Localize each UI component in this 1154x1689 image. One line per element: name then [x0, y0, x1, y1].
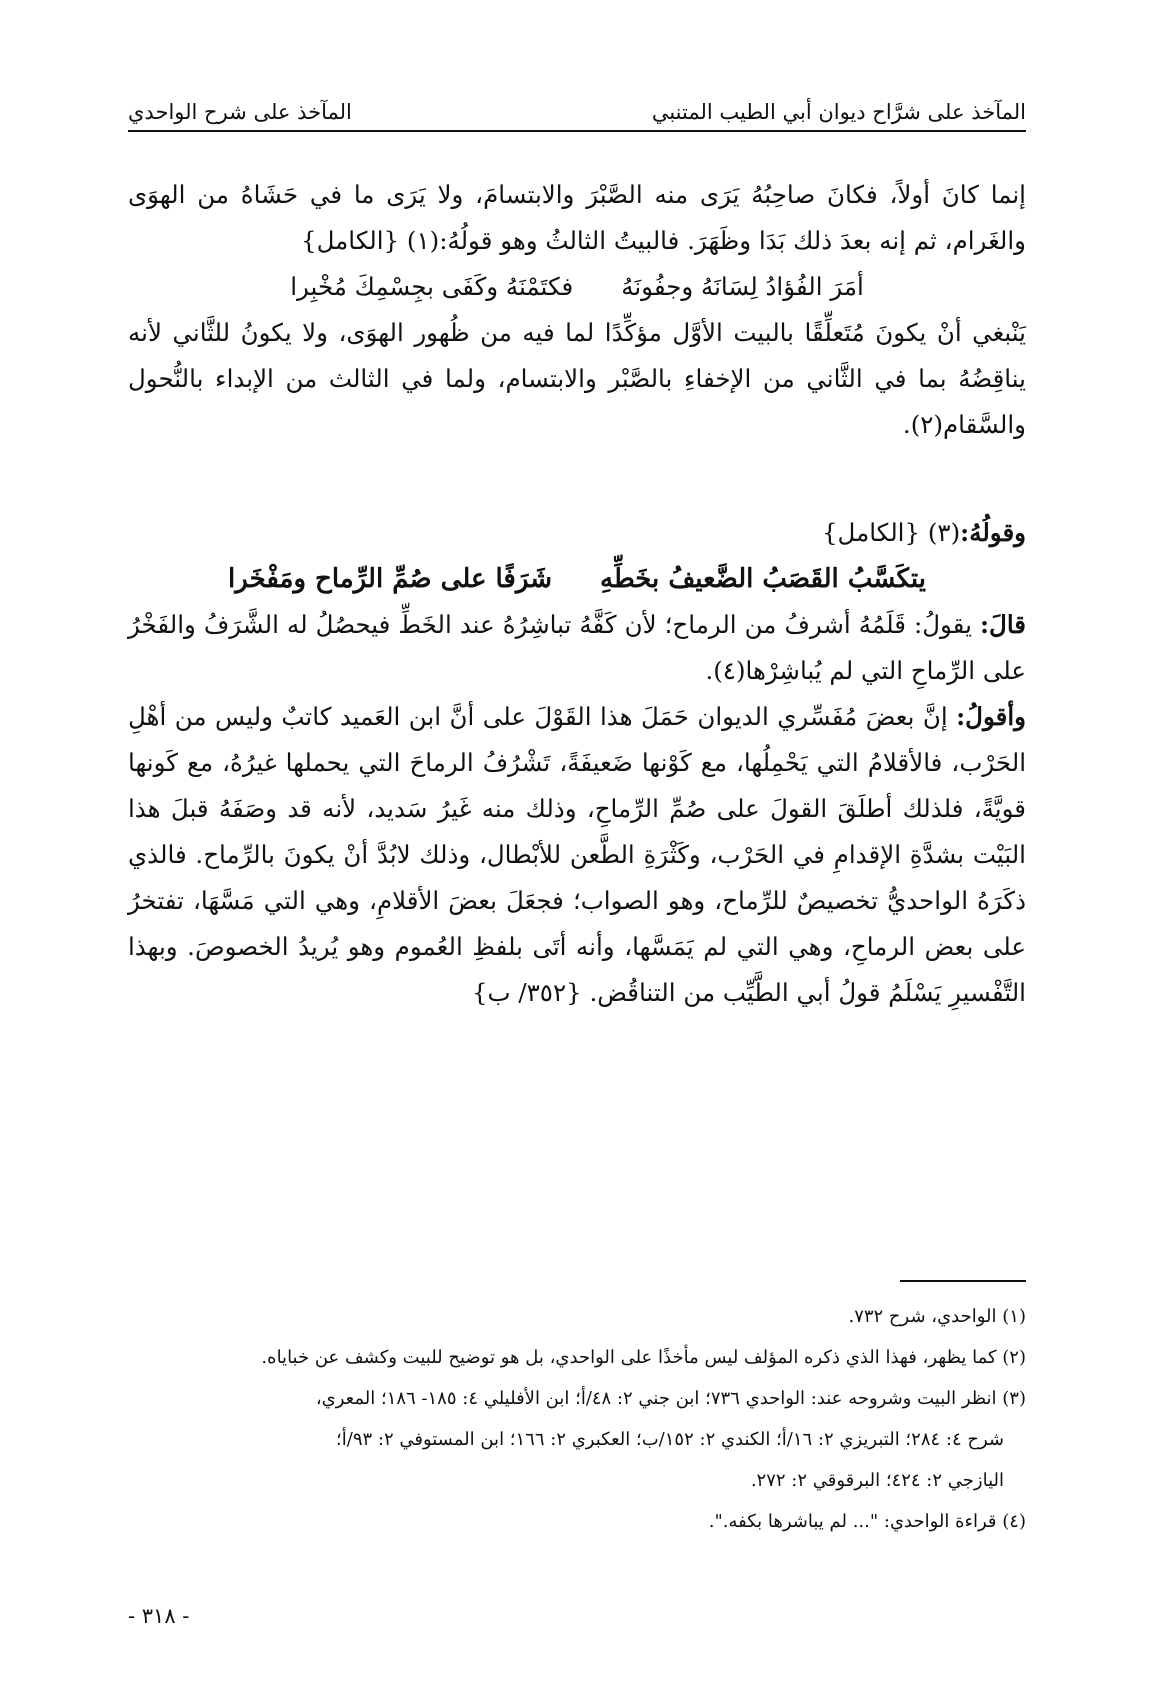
- paragraph-5-text: إنَّ بعضَ مُفَسِّري الديوان حَمَلَ هذا القَوْلَ على أنَّ ابن العَميد كاتبٌ وليس من أهْلِ الحَرْب، فالأقلامُ التي يَحْمِلُها، مع كَوْنها ضَعيفَةً، تَشْرُفُ الرماحَ التي يحملها غيرُهُ، مع كَونها قويَّةً، فلذلك أطلَقَ القولَ على صُمِّ الرِّماحِ، وذلك منه غَيرُ سَديد، لأنه قد وصَفَهُ قبلَ هذا البَيْت بشدَّةِ الإقدامِ في الحَرْب، وكَثْرَةِ الطَّعن للأبْطال، وذلك لابُدَّ أنْ يكونَ بالرِّماح. فالذي ذكَرَهُ الواحديُّ تخصيصٌ للرِّماح، وهو الصواب؛ فجعَلَ بعضَ الأقلامِ، وهي التي مَسَّهَا، تفتخرُ على بعض الرماحِ، وهي التي لم يَمَسَّها، وأنه أتَى بلفظِ العُموم وهو يُريدُ الخصوصَ. وبهذا التَّفْسيرِ يَسْلَمُ قولُ أبي الطَّيِّب من التناقُض. {٣٥٢/ ب}: [128, 702, 1026, 1007]
- header-divider: [128, 130, 1026, 132]
- main-text: [128, 172, 1026, 1016]
- footnote-4: (٤) قراءة الواحدي: "... لم يباشرها بكفه.".: [708, 1511, 1026, 1532]
- page-number: - ٣١٨ -: [128, 1604, 190, 1628]
- paragraph-4-lead: قالَ:: [979, 610, 1026, 639]
- footnote-3-line-2: شرح ٤: ٢٨٤؛ التبريزي ٢: ١٦/أ؛ الكندي ٢: ١٥٢/ب؛ العكبري ٢: ١٦٦؛ ابن المستوفي ٢: ٩٣/أ؛: [336, 1429, 1004, 1450]
- footnote-3-line-1: (٣) انظر البيت وشروحه عند: الواحدي ٧٣٦؛ ابن جني ٢: ٤٨/أ؛ ابن الأفليلي ٤: ١٨٥- ١٨٦؛ المعري،: [315, 1388, 1026, 1409]
- verse-1-second-hemistich: فكتَمْنَهُ وكَفَى بجِسْمِكَ مُخْبِرا: [290, 272, 574, 301]
- paragraph-2: يَنْبغي أنْ يكونَ مُتَعلِّقًا بالبيت الأوَّل مؤكِّدًا لما فيه من ظُهور الهوَى، ولا يكونُ للثَّاني لأنه يناقِضُهُ بما في الثَّاني من الإخفاءِ بالصَّبْر والابتسام، ولما في الثالث من الإبداء بالنُّحول والسَّقام(٢).: [128, 318, 1026, 439]
- running-header: [128, 88, 1026, 124]
- footnote-divider: [900, 1280, 1026, 1282]
- header-section-title: المآخذ على شرح الواحدي: [128, 100, 352, 124]
- paragraph-1: إنما كانَ أولاً، فكانَ صاحِبُهُ يَرَى منه الصَّبْرَ والابتسامَ، ولا يَرَى ما في حَشَاهُ من الهوَى والغَرام، ثم إنه بعدَ ذلك بَدَا وظَهَرَ. فالبيتُ الثالثُ وهو قولُهُ:(١) {الكامل}: [128, 180, 1026, 255]
- paragraph-5-lead: وأقولُ:: [956, 702, 1026, 731]
- paragraph-3-text: (٣) {الكامل}: [821, 518, 961, 547]
- verse-2: [128, 556, 1026, 602]
- footnote-3-line-3: اليازجي ٢: ٤٢٤؛ البرقوقي ٢: ٢٧٢.: [750, 1470, 1004, 1491]
- paragraph-4: [128, 602, 1026, 694]
- paragraph-4-text: يقولُ: قَلَمُهُ أشرفُ من الرماح؛ لأن كَفَّهُ تباشِرُهُ عند الخَطِّ فيحصُلُ له الشَّرَفُ والفَخْرُ على الرِّماحِ التي لم يُباشِرْها(٤).: [128, 610, 1026, 685]
- footnote-1: (١) الواحدي، شرح ٧٣٢.: [848, 1306, 1026, 1327]
- paragraph-3: [128, 510, 1026, 556]
- paragraph-5: [128, 694, 1026, 1016]
- verse-1-first-hemistich: أمَرَ الفُؤادُ لِسَانَهُ وجفُونَهُ: [621, 272, 864, 301]
- verse-1: [128, 264, 1026, 310]
- footnote-2: (٢) كما يظهر، فهذا الذي ذكره المؤلف ليس مأخذًا على الواحدي، بل هو توضيح للبيت وكشف عن خباياه.: [261, 1347, 1026, 1368]
- verse-2-first-hemistich: يتكَسَّبُ القَصَبُ الضَّعيفُ بخَطِّهِ: [600, 564, 926, 594]
- section-spacer: [128, 448, 1026, 510]
- footnotes: [128, 1296, 1026, 1542]
- header-book-title: المآخذ على شرَّاح ديوان أبي الطيب المتنبي: [651, 100, 1026, 124]
- verse-2-second-hemistich: شَرَفًا على صُمِّ الرِّماح ومَفْخَرا: [228, 564, 552, 594]
- paragraph-3-lead: وقولُهُ:: [960, 518, 1026, 547]
